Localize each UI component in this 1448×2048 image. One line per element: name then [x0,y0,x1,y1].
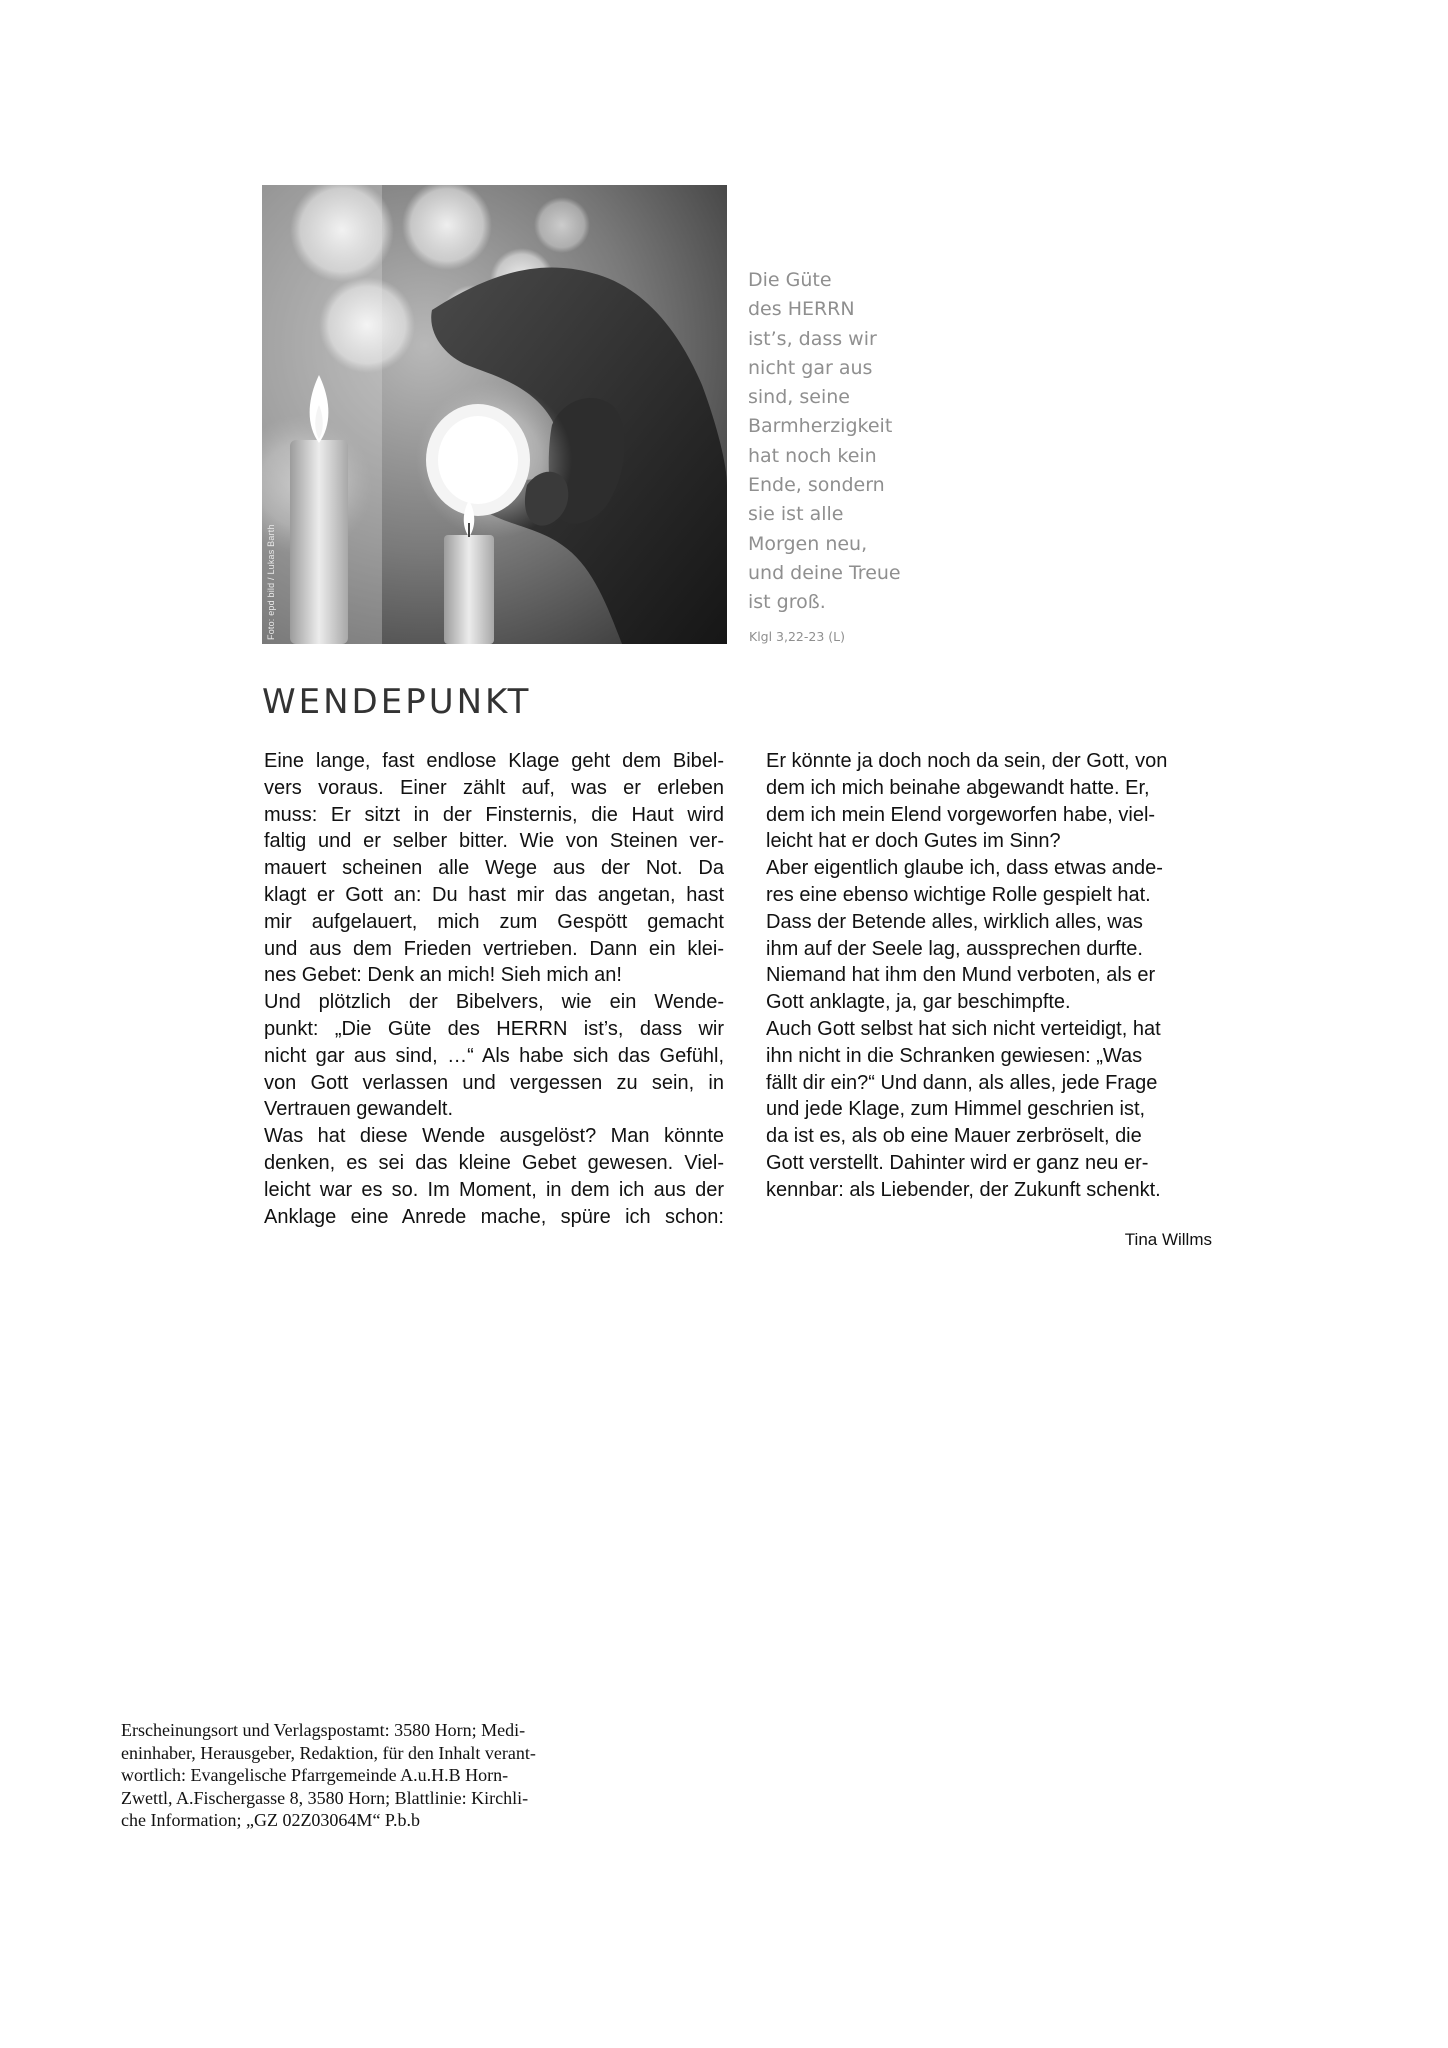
article-line: und jede Klage, zum Himmel geschrien ist, [766,1098,1146,1121]
article-line: Was hat diese Wende ausgelöst? Man könnte [264,1125,724,1148]
quote-line: Die Güte [748,269,832,291]
article-line: res eine ebenso wichtige Rolle gespielt hat. [766,883,1151,906]
article-line: nicht gar aus sind, …“ Als habe sich das Gefühl, [264,1044,724,1067]
quote-line: sie ist alle [748,503,844,526]
quote-line: nicht gar aus [748,356,873,379]
article-line: Niemand hat ihm den Mund verboten, als er [766,964,1156,987]
article-line: kennbar: als Liebender, der Zukunft schenkt. [766,1178,1161,1201]
bible-quote [748,266,948,618]
article-line: vers voraus. Einer zählt auf, was er erleben [264,776,724,799]
article-line: mir aufgelauert, mich zum Gespött gemacht [264,910,724,933]
article-line: da ist es, als ob eine Mauer zerbröselt, die [766,1125,1142,1148]
article-line: denken, es sei das kleine Gebet gewesen. Viel- [264,1151,724,1174]
article-line: und aus dem Frieden vertrieben. Dann ein klei- [264,937,724,960]
article-line: ihm auf der Seele lag, aussprechen durfte. [766,937,1143,960]
article-line: Dass der Betende alles, wirklich alles, was [766,910,1143,933]
article-line: Gott verstellt. Dahinter wird er ganz neu er- [766,1151,1149,1174]
imprint-line: eninhaber, Herausgeber, Redaktion, für den Inhalt verant- [121,1742,536,1763]
quote-line: und deine Treue [748,561,901,584]
article-line: Und plötzlich der Bibelvers, wie ein Wende- [264,991,724,1014]
imprint-line: wortlich: Evangelische Pfarrgemeinde A.u.H.B Horn- [121,1765,509,1785]
article-line: mauert scheinen alle Wege aus der Not. Da [264,857,724,880]
imprint-line: Zwettl, A.Fischergasse 8, 3580 Horn; Blattlinie: Kirchli- [121,1787,529,1808]
article-line: dem ich mein Elend vorgeworfen habe, viel- [766,803,1156,826]
article-line: muss: Er sitzt in der Finsternis, die Haut wird [264,803,724,826]
quote-line: hat noch kein [748,444,877,467]
article-line: Eine lange, fast endlose Klage geht dem Bibel- [264,750,724,772]
candle-hand-photo [262,185,727,644]
article-line: leicht war es so. Im Moment, in dem ich aus der [264,1178,724,1201]
quote-line: ist groß. [748,591,826,614]
quote-line: sind, seine [748,386,850,409]
article-line: klagt er Gott an: Du hast mir das angetan, hast [264,883,724,906]
imprint-line: Erscheinungsort und Verlagspostamt: 3580 Horn; Medi- [121,1720,526,1740]
article-line: Gott anklagte, ja, gar beschimpfte. [766,991,1071,1014]
article-line: dem ich mich beinahe abgewandt hatte. Er, [766,776,1150,799]
article-line: Anklage eine Anrede mache, spüre ich schon: [264,1205,724,1228]
article-title: WENDEPUNKT [262,681,532,722]
author-name: Tina Willms [1124,1230,1212,1249]
article-column-right [766,748,1226,1204]
article-line: Vertrauen gewandelt. [264,1098,454,1121]
photo-credit: Foto: epd bild / Lukas Barth [266,524,276,640]
candle-photo-graphic [262,185,727,644]
article-line: faltig und er selber bitter. Wie von Steinen ver- [264,830,724,853]
quote-line: Ende, sondern [748,474,885,497]
article-line: ihn nicht in die Schranken gewiesen: „Was [766,1044,1143,1067]
article-line: Er könnte ja doch noch da sein, der Gott, von [766,750,1168,772]
article-line: Aber eigentlich glaube ich, dass etwas ande- [766,857,1163,880]
article-line: leicht hat er doch Gutes im Sinn? [766,830,1061,853]
article-line: Auch Gott selbst hat sich nicht verteidigt, hat [766,1017,1161,1040]
quote-reference: Klgl 3,22-23 (L) [749,629,845,644]
imprint-line: che Information; „GZ 02Z03064M“ P.b.b [121,1810,420,1830]
imprint [121,1719,581,1832]
quote-line: Morgen neu, [748,532,868,555]
article-line: von Gott verlassen und vergessen zu sein, in [264,1071,724,1094]
article-column-left [264,748,724,1230]
quote-line: ist’s, dass wir [748,327,877,350]
quote-line: Barmherzigkeit [748,415,893,438]
quote-line: des HERRN [748,298,855,321]
article-line: punkt: „Die Güte des HERRN ist’s, dass wir [264,1017,724,1040]
article-line: nes Gebet: Denk an mich! Sieh mich an! [264,964,622,987]
article-line: fällt dir ein?“ Und dann, als alles, jede Frage [766,1071,1158,1094]
